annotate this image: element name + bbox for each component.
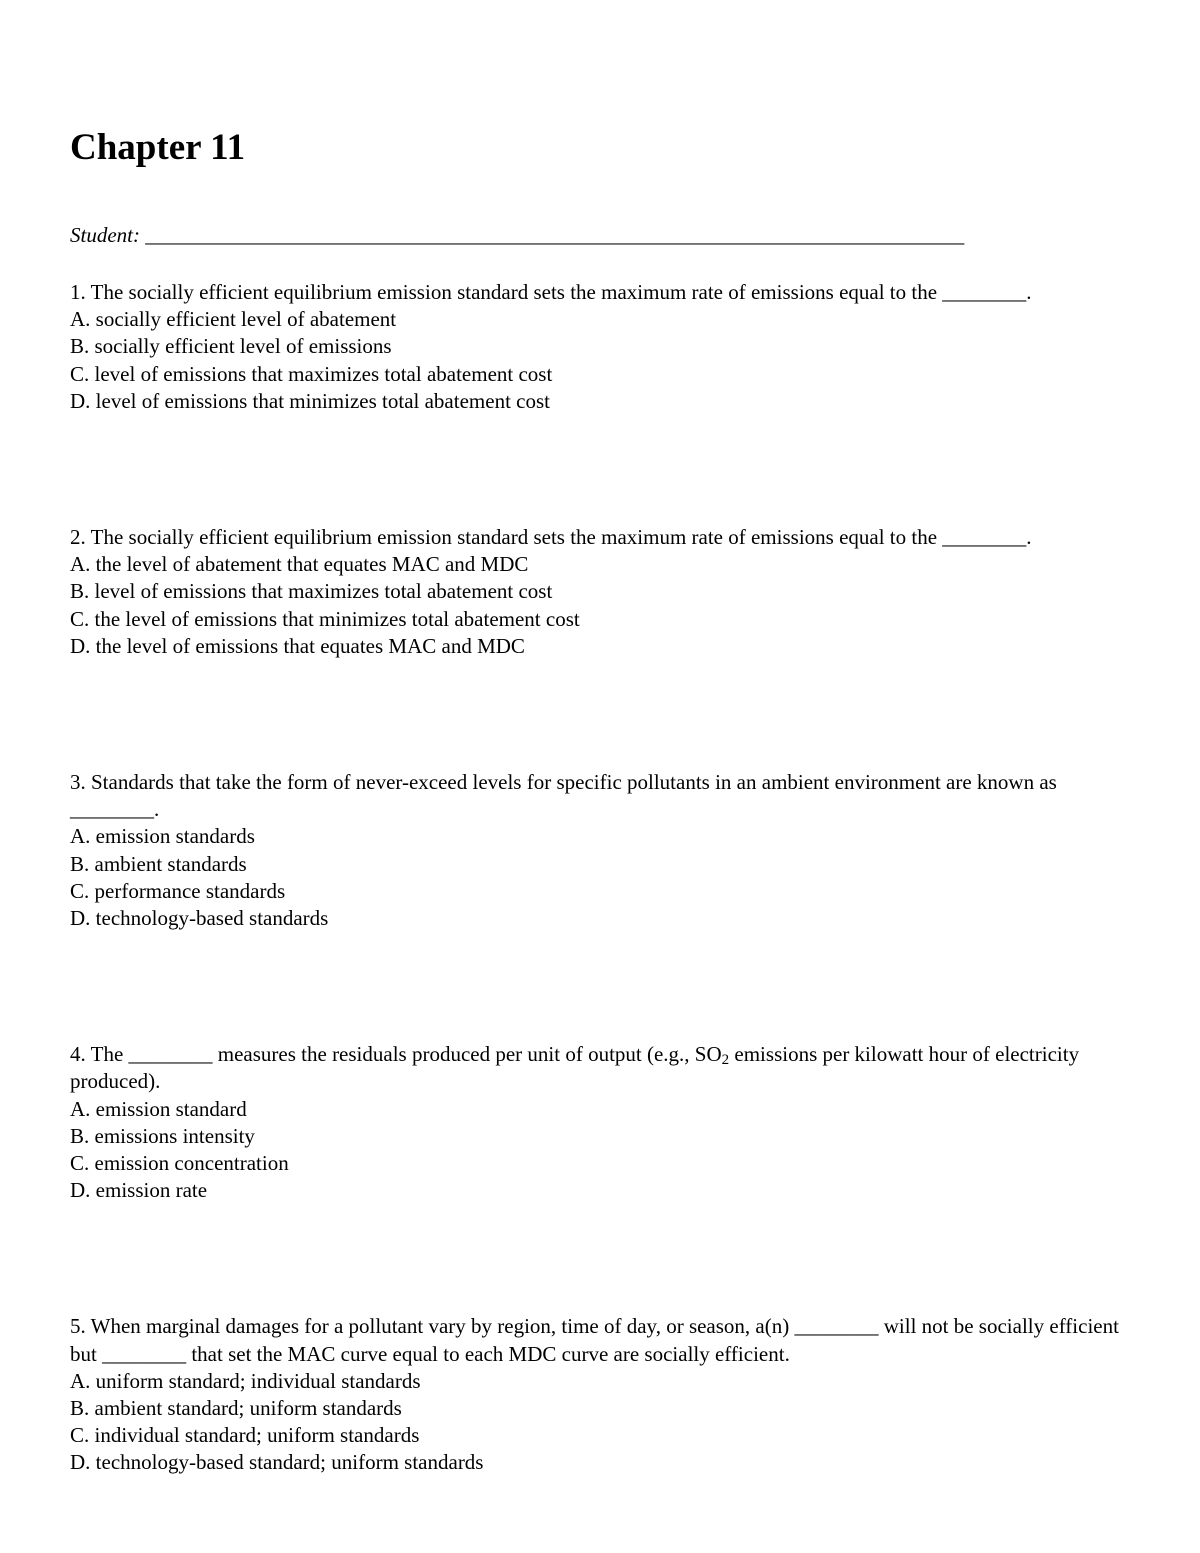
question-text: Standards that take the form of never-exceed levels for specific pollutants in an ambient environment are known as ________. (70, 770, 1057, 822)
option-a: A. socially efficient level of abatement (70, 307, 397, 332)
question-text: When marginal damages for a pollutant vary by region, time of day, or season, a(n) ________ will not be socially efficient but ________ that set the MAC curve equal to each MDC curve are socially efficient. (70, 1314, 1119, 1366)
question-text: The socially efficient equilibrium emission standard sets the maximum rate of emissions equal to the ________. (90, 280, 1032, 304)
chapter-title: Chapter 11 (70, 127, 246, 168)
option-c: C. emission concentration (70, 1151, 289, 1176)
option-c: C. individual standard; uniform standards (70, 1423, 420, 1448)
question-2 (70, 524, 1130, 660)
subscript: 2 (721, 1052, 730, 1069)
question-1 (70, 279, 1130, 415)
question-number: 4. (70, 1042, 86, 1067)
option-a: A. emission standard (70, 1096, 247, 1121)
document-page (70, 124, 1130, 1477)
option-d: D. level of emissions that minimizes total abatement cost (70, 388, 550, 413)
question-4 (70, 1041, 1130, 1204)
student-line (70, 222, 1130, 249)
question-stem (70, 1041, 1130, 1095)
option-c: C. the level of emissions that minimizes total abatement cost (70, 606, 580, 631)
option-c: C. performance standards (70, 878, 286, 903)
option-a: A. emission standards (70, 824, 255, 849)
student-label: Student: (70, 223, 140, 247)
question-number: 5. (70, 1314, 86, 1339)
option-b: B. ambient standards (70, 851, 247, 876)
option-b: B. emissions intensity (70, 1123, 255, 1148)
option-a: A. the level of abatement that equates MAC and MDC (70, 552, 529, 577)
option-a: A. uniform standard; individual standards (70, 1368, 421, 1393)
question-number: 2. (70, 525, 86, 550)
option-b: B. socially efficient level of emissions (70, 334, 392, 359)
student-name-blank: ______________________________________________________________________________ (145, 223, 965, 247)
question-stem (70, 279, 1130, 306)
option-d: D. technology-based standard; uniform standards (70, 1450, 484, 1475)
question-stem (70, 1313, 1130, 1367)
question-3 (70, 769, 1130, 932)
option-d: D. emission rate (70, 1178, 208, 1203)
question-text-before: The ________ measures the residuals produced per unit of output (e.g., SO (90, 1042, 722, 1067)
question-text-after: emissions per kilowatt hour of electricity produced). (70, 1042, 1080, 1094)
question-stem (70, 524, 1130, 551)
option-c: C. level of emissions that maximizes total abatement cost (70, 361, 553, 386)
question-5 (70, 1313, 1130, 1476)
question-number: 3. (70, 770, 86, 795)
option-d: D. technology-based standards (70, 906, 329, 931)
question-text: The socially efficient equilibrium emission standard sets the maximum rate of emissions equal to the ________. (90, 525, 1032, 550)
option-b: B. level of emissions that maximizes total abatement cost (70, 579, 553, 604)
question-stem (70, 769, 1130, 823)
option-b: B. ambient standard; uniform standards (70, 1396, 402, 1421)
question-number: 1. (70, 280, 86, 304)
option-d: D. the level of emissions that equates MAC and MDC (70, 633, 525, 658)
